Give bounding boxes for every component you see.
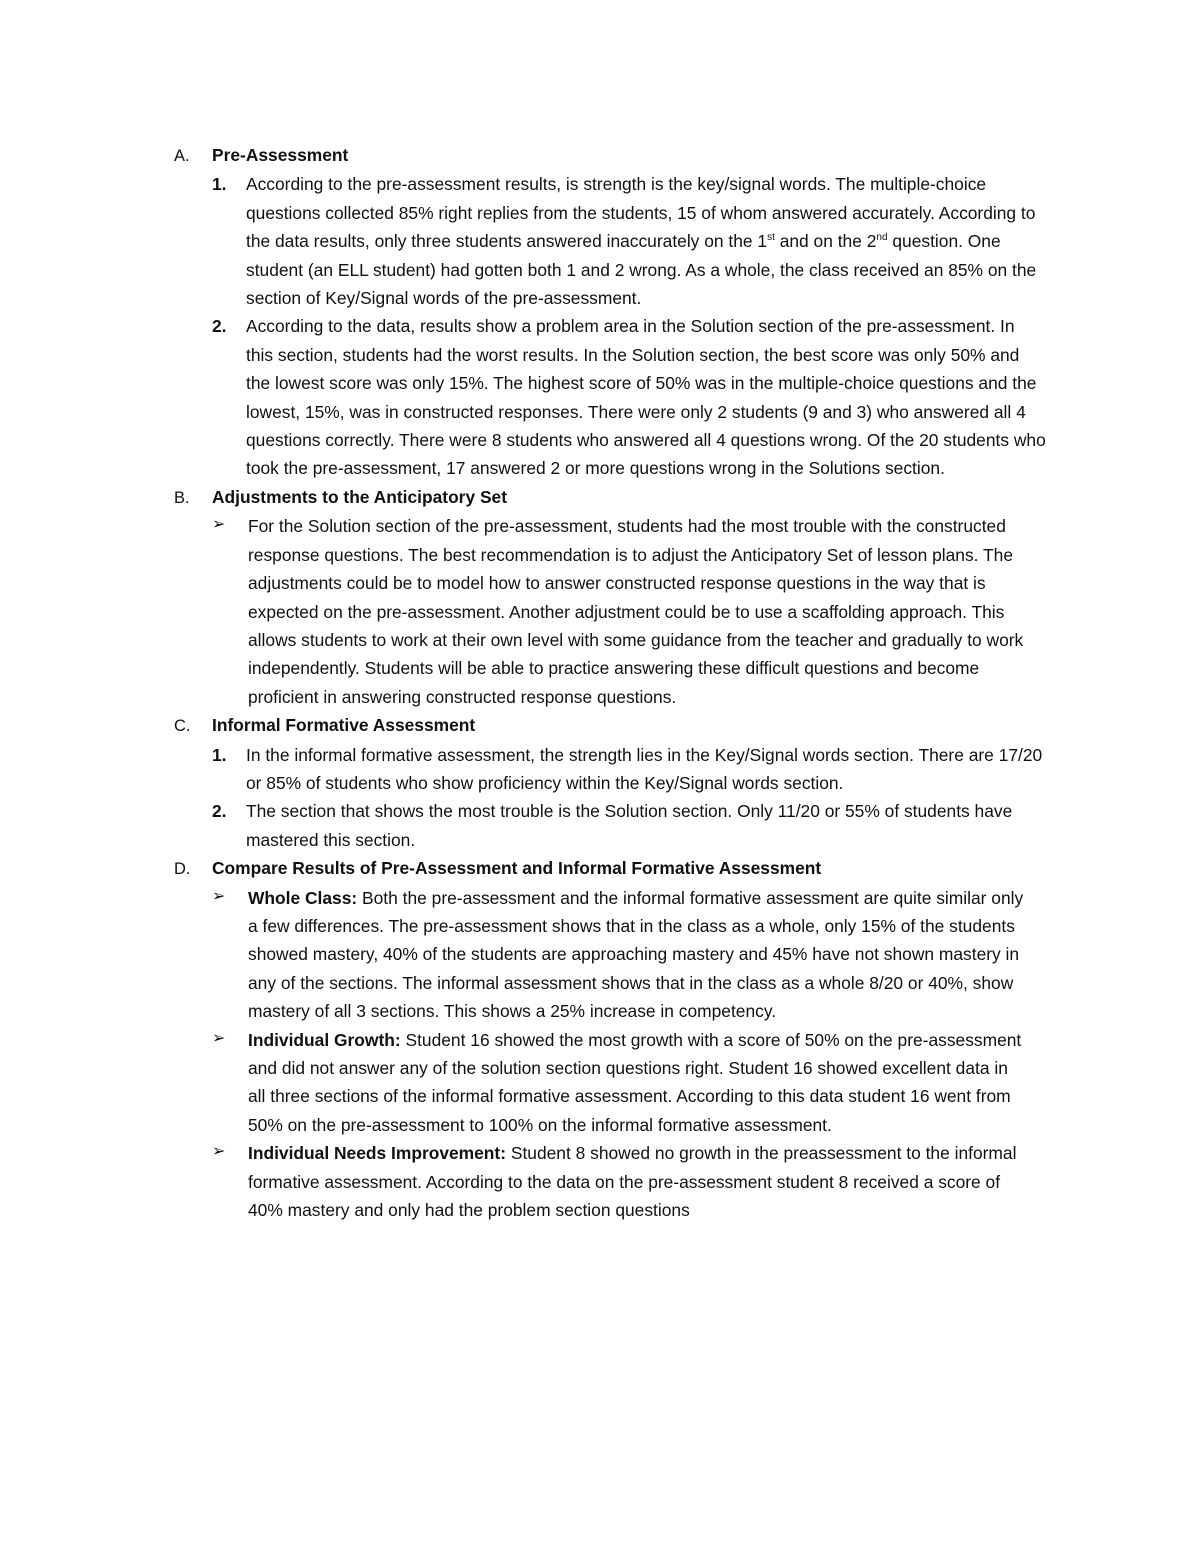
list-item-text: The section that shows the most trouble is the Solution section. Only 11/20 or 55% of students have mastered this section. bbox=[246, 801, 1013, 850]
list-item bbox=[212, 312, 1074, 482]
list-number: 1. bbox=[212, 174, 227, 195]
section-title: Pre-Assessment bbox=[212, 145, 349, 165]
item-lead: Individual Growth: bbox=[248, 1029, 401, 1050]
list-item bbox=[212, 170, 1074, 312]
document-body bbox=[174, 141, 1074, 1224]
list-item bbox=[212, 884, 1074, 1026]
list-item-text: In the informal formative assessment, the strength lies in the Key/Signal words section. There are 17/20 or 85% of students who show proficiency within the Key/Signal words section. bbox=[246, 744, 1043, 793]
list-item-text bbox=[248, 1139, 1030, 1224]
section-compare-results bbox=[174, 854, 1074, 1224]
list-item bbox=[212, 741, 1074, 798]
section-anticipatory-set bbox=[174, 483, 1074, 711]
item-lead: Individual Needs Improvement: bbox=[248, 1143, 507, 1164]
section-informal-formative bbox=[174, 711, 1074, 854]
superscript: st bbox=[767, 232, 775, 244]
list-item bbox=[212, 797, 1074, 854]
section-title: Informal Formative Assessment bbox=[212, 715, 476, 736]
arrow-bullet-icon: ➢ bbox=[212, 887, 226, 905]
section-title: Adjustments to the Anticipatory Set bbox=[212, 486, 508, 507]
section-heading bbox=[174, 854, 1074, 883]
list-item-text bbox=[248, 1026, 1030, 1140]
text-part: Student 16 showed the most growth with a score of 50% on the pre-assessment and did not answer any of the solution section questions right. Student 16 showed excellent data in all three sections of the informal formative assessment. According to this data student 16 went from 50% on the pre-assessment to 100% on the informal formative assessment. bbox=[248, 1029, 1022, 1135]
list-item bbox=[212, 1139, 1074, 1224]
section-heading bbox=[174, 483, 1074, 512]
text-part: and on the 2 bbox=[774, 231, 877, 252]
section-letter: A. bbox=[174, 147, 190, 165]
text-part: Both the pre-assessment and the informal formative assessment are quite similar only a few differences. The pre-assessment shows that in the class as a whole, only 15% of the students showed mastery, 40% of the students are approaching mastery and 45% have not shown mastery in any of the sections. The informal assessment shows that in the class as a whole 8/20 or 40%, show mastery of all 3 sections. This shows a 25% increase in competency. bbox=[248, 887, 1024, 1022]
list-item bbox=[212, 512, 1074, 711]
list-item bbox=[212, 1026, 1074, 1140]
arrow-bullet-icon: ➢ bbox=[212, 1143, 226, 1161]
text-part: Student 8 showed no growth in the preassessment to the informal formative assessment. According to the data on the pre-assessment student 8 received a score of 40% mastery and only had the problem section questions bbox=[248, 1143, 1017, 1221]
section-title: Compare Results of Pre-Assessment and Informal Formative Assessment bbox=[212, 858, 822, 879]
list-item-text bbox=[248, 884, 1030, 1026]
list-item-text: For the Solution section of the pre-assessment, students had the most trouble with the constructed response questions. The best recommendation is to adjust the Anticipatory Set of lesson plans. The adjustments could be to model how to answer constructed response questions in the way that is expected on the pre-assessment. Another adjustment could be to use a scaffolding approach. This allows students to work at their own level with some guidance from the teacher and gradually to work independently. Students will be able to practice answering these difficult questions and become proficient in answering constructed response questions. bbox=[248, 516, 1024, 707]
section-letter: B. bbox=[174, 488, 190, 507]
section-heading bbox=[174, 711, 1074, 740]
item-lead: Whole Class: bbox=[248, 887, 358, 908]
section-letter: D. bbox=[174, 860, 191, 879]
list-item-text bbox=[246, 170, 1046, 312]
list-number: 1. bbox=[212, 744, 227, 765]
list-number: 2. bbox=[212, 316, 227, 337]
list-number: 2. bbox=[212, 801, 227, 822]
list-item-text: According to the data, results show a problem area in the Solution section of the pre-assessment. In this section, students had the worst results. In the Solution section, the best score was only 50% and the lowest score was only 15%. The highest score of 50% was in the multiple-choice questions and the lowest, 15%, was in constructed responses. There were only 2 students (9 and 3) who answered all 4 questions correctly. There were 8 students who answered all 4 questions wrong. Of the 20 students who took the pre-assessment, 17 answered 2 or more questions wrong in the Solutions section. bbox=[246, 316, 1046, 479]
arrow-bullet-icon: ➢ bbox=[212, 516, 226, 534]
section-heading bbox=[174, 141, 1074, 170]
arrow-bullet-icon: ➢ bbox=[212, 1029, 226, 1047]
text-part: According to the pre-assessment results, is strength is the key/signal words. The multiple-choice questions collected 85% right replies from the students, 15 of whom answered accurately. According to the data results, only three students answered inaccurately on the 1 bbox=[246, 174, 1036, 252]
section-letter: C. bbox=[174, 717, 191, 736]
superscript: nd bbox=[876, 232, 888, 244]
text-part: question. One student (an ELL student) had gotten both 1 and 2 wrong. As a whole, the class received an 85% on the section of Key/Signal words of the pre-assessment. bbox=[246, 231, 1037, 309]
section-pre-assessment bbox=[174, 141, 1074, 483]
